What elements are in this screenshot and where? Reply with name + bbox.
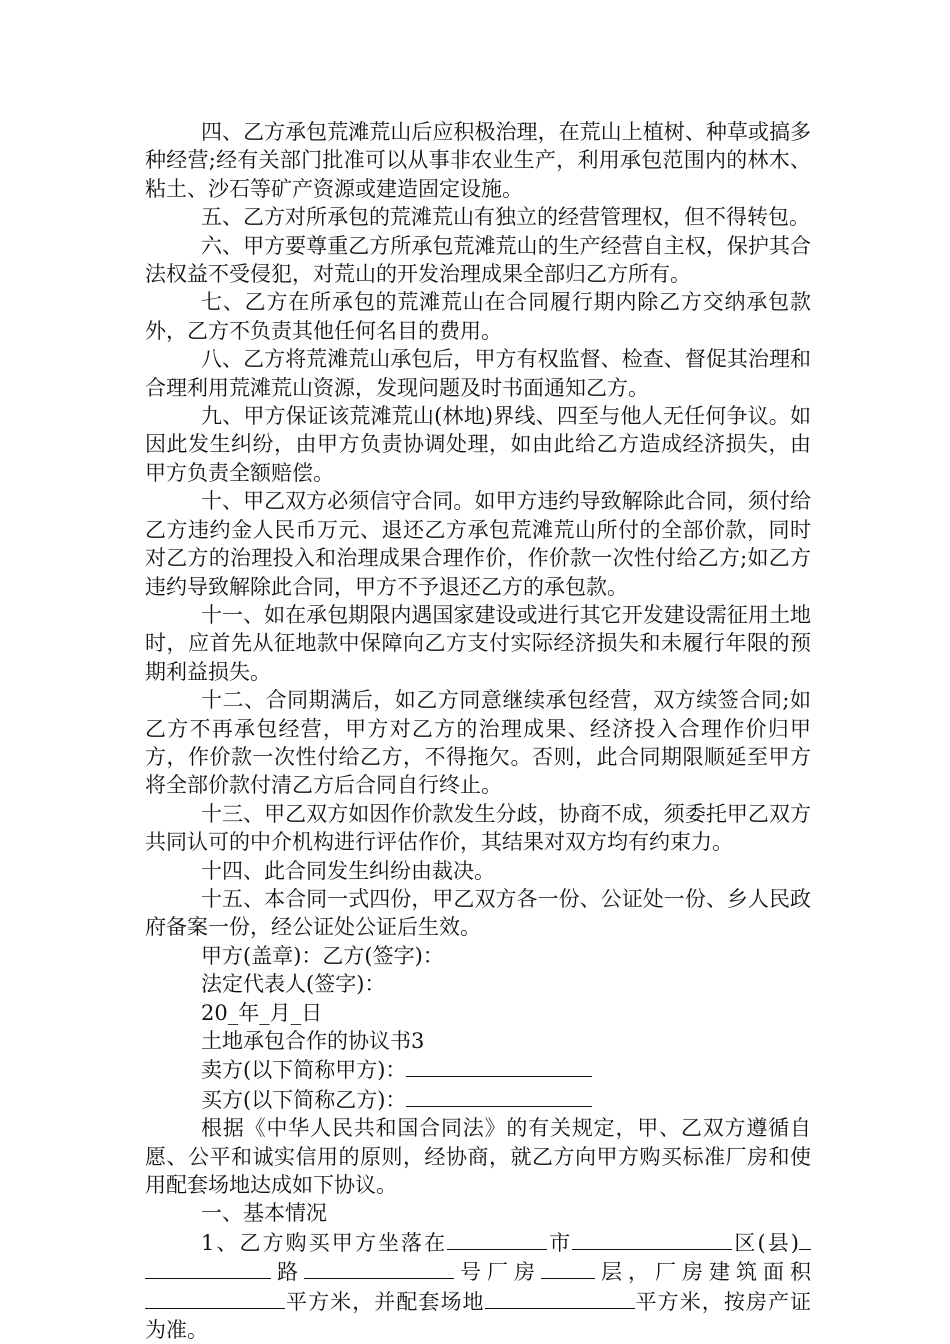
buyer-blank <box>406 1085 592 1107</box>
clause-6: 六、甲方要尊重乙方所承包荒滩荒山的生产经营自主权，保护其合法权益不受侵犯，对荒山的开发治理成果全部归乙方所有。 <box>145 233 811 287</box>
agreement-title: 土地承包合作的协议书3 <box>201 1029 425 1053</box>
preamble: 根据《中华人民共和国合同法》的有关规定，甲、乙双方遵循自愿、公平和诚实信用的原则，经协商，就乙方向甲方购买标准厂房和使用配套场地达成如下协议。 <box>145 1116 811 1198</box>
item-1-text-6: 层，厂房建筑面积 <box>595 1260 811 1285</box>
blank-site-area <box>485 1287 635 1309</box>
blank-district-tail <box>799 1228 811 1250</box>
blank-city <box>572 1228 732 1250</box>
section-heading-basic: 一、基本情况 <box>201 1201 327 1226</box>
seller-label: 卖方(以下简称甲方)： <box>201 1058 407 1083</box>
item-1-text-3: 区(县) <box>732 1230 800 1255</box>
clause-10: 十、甲乙双方必须信守合同。如甲方违约导致解除此合同，须付给乙方违约金人民币万元、退还乙方承包荒滩荒山所付的全部价款，同时对乙方的治理投入和治理成果合理作价，作价款一次性付给乙方;如乙方违约导致解除此合同，甲方不予退还乙方的承包款。 <box>145 489 811 599</box>
item-1-text-5: 号厂房 <box>454 1260 541 1285</box>
blank-building-no <box>304 1257 454 1279</box>
item-1-text-4: 路 <box>271 1260 304 1285</box>
item-1-text-7: 平方米，并配套场地 <box>285 1289 485 1314</box>
buyer-label: 买方(以下简称乙方)： <box>201 1087 407 1112</box>
clause-9: 九、甲方保证该荒滩荒山(林地)界线、四至与他人无任何争议。如因此发生纠纷，由甲方负责协调处理，如由此给乙方造成经济损失，由甲方负责全额赔偿。 <box>145 404 811 485</box>
clause-5: 五、乙方对所承包的荒滩荒山有独立的经营管理权，但不得转包。 <box>201 205 810 230</box>
seller-line <box>145 1055 811 1084</box>
clause-8: 八、乙方将荒滩荒山承包后，甲方有权监督、检查、督促其治理和合理利用荒滩荒山资源，发现问题及时书面通知乙方。 <box>145 347 811 400</box>
clause-13: 十三、甲乙双方如因作价款发生分歧，协商不成，须委托甲乙双方共同认可的中介机构进行评估作价，其结果对双方均有约束力。 <box>145 801 811 855</box>
signature-representative-line: 法定代表人(签字)： <box>201 972 386 997</box>
signature-party-line: 甲方(盖章)：乙方(签字)： <box>201 943 444 968</box>
clause-15: 十五、本合同一式四份，甲乙双方各一份、公证处一份、乡人民政府备案一份，经公证处公证后生效。 <box>145 886 811 940</box>
clause-14: 十四、此合同发生纠纷由裁决。 <box>201 858 495 883</box>
blank-location <box>447 1228 547 1250</box>
clause-7: 七、乙方在所承包的荒滩荒山在合同履行期内除乙方交纳承包款外，乙方不负责其他任何名目的费用。 <box>145 290 811 343</box>
blank-building-area <box>145 1287 285 1309</box>
item-1 <box>145 1228 811 1344</box>
document-body <box>145 118 811 1344</box>
signature-date-line: 20_年_月_日 <box>201 1000 323 1025</box>
buyer-line <box>145 1085 811 1114</box>
blank-floor <box>541 1257 595 1279</box>
clause-11: 十一、如在承包期限内遇国家建设或进行其它开发建设需征用土地时，应首先从征地款中保障向乙方支付实际经济损失和未履行年限的预期利益损失。 <box>145 602 811 684</box>
seller-blank <box>406 1055 592 1077</box>
blank-road <box>145 1257 271 1279</box>
item-1-text-1: 1、乙方购买甲方坐落在 <box>201 1230 448 1255</box>
clause-4: 四、乙方承包荒滩荒山后应积极治理，在荒山上植树、种草或搞多种经营;经有关部门批准可以从事非农业生产，利用承包范围内的林木、粘土、沙石等矿产资源或建造固定设施。 <box>145 120 811 201</box>
item-1-text-2: 市 <box>547 1230 573 1255</box>
item-1-text-8: 平方米，按房产证为准。 <box>145 1289 812 1343</box>
clause-12: 十二、合同期满后，如乙方同意继续承包经营，双方续签合同;如乙方不再承包经营，甲方对乙方的治理成果、经济投入合理作价归甲方，作价款一次性付给乙方，不得拖欠。否则，此合同期限顺延至甲方将全部价款付清乙方后合同自行终止。 <box>145 688 811 798</box>
